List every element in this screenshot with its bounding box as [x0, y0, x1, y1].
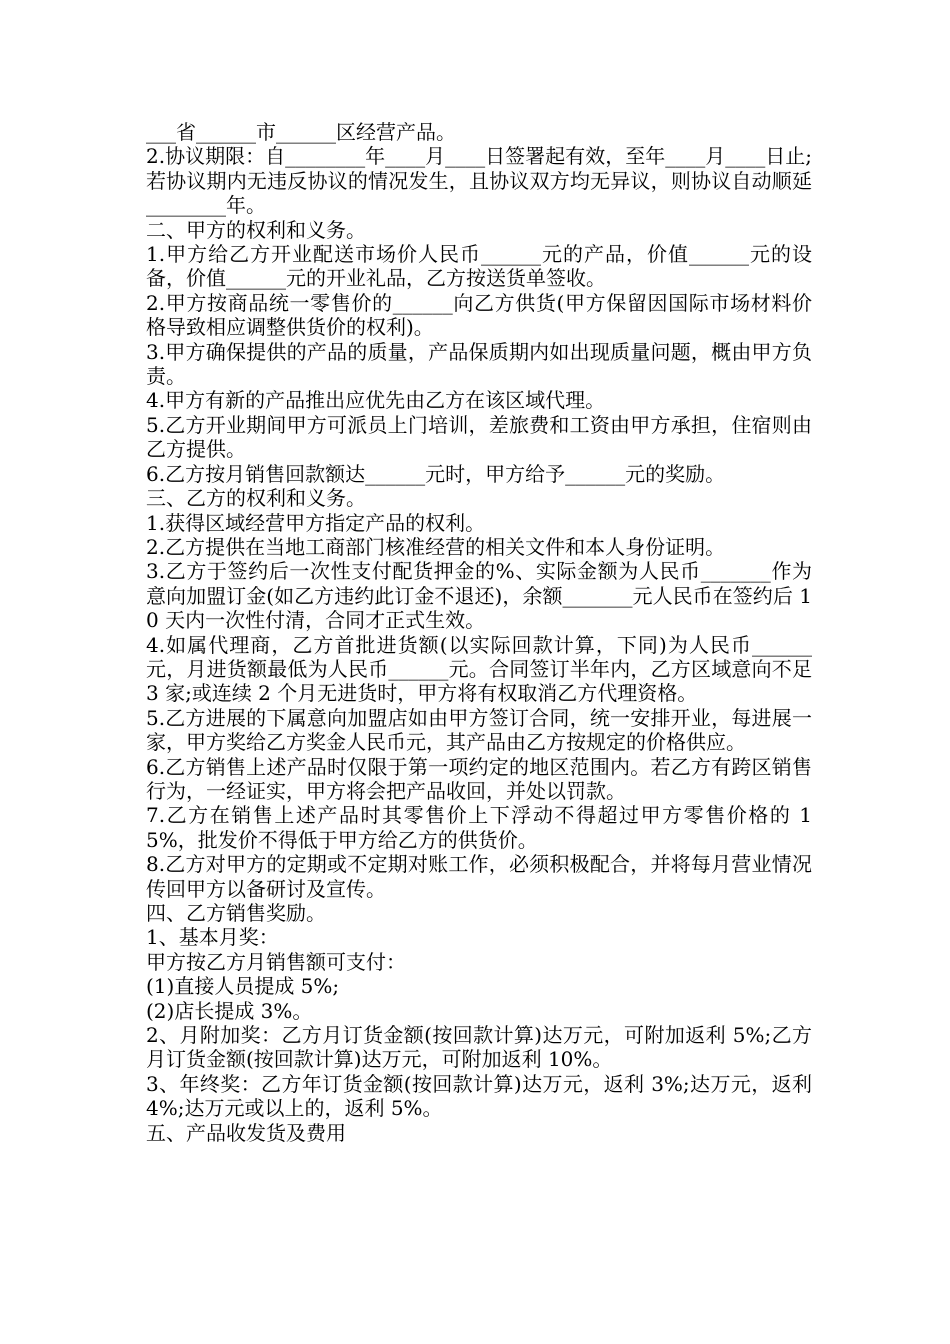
section-heading-sales-rewards: 四、乙方销售奖励。: [146, 901, 326, 925]
section-heading-shipping-fees: 五、产品收发货及费用: [146, 1120, 346, 1145]
paragraph-b-4: 4.如属代理商，乙方首批进货额(以实际回款计算，下同)为人民币______元，月进货额最低为人民币______元。合同签订半年内，乙方区域意向不足 3 家;或连续 2 个月无进货时，甲方将有权取消乙方代理资格。: [146, 632, 819, 706]
section-heading-party-a: 二、甲方的权利和义务。: [146, 217, 366, 242]
paragraph-a-3: 3.甲方确保提供的产品的质量，产品保质期内如出现质量问题，概由甲方负责。: [146, 339, 812, 389]
paragraph-b-8: 8.乙方对甲方的定期或不定期对账工作，必须积极配合，并将每月营业情况传回甲方以备研讨及宣传。: [146, 852, 812, 901]
paragraph-reward-payment-basis: 甲方按乙方月销售额可支付：: [146, 949, 406, 974]
paragraph-b-6: 6.乙方销售上述产品时仅限于第一项约定的地区范围内。若乙方有跨区销售行为，一经证实，甲方将会把产品收回，并处以罚款。: [146, 754, 812, 803]
paragraph-reward-store-manager: (2)店长提成 3%。: [146, 998, 313, 1023]
paragraph-reward-monthly-basic: 1、基本月奖：: [146, 925, 279, 950]
paragraph-b-3: 3.乙方于签约后一次性支付配货押金的%、实际金额为人民币_______作为意向加盟订金(如乙方违约此订金不退还)，余额_______元人民币在签约后 10 天内一次性付清，合同才正式生效。: [146, 559, 812, 633]
section-heading-party-b: 三、乙方的权利和义务。: [146, 486, 366, 511]
paragraph-region-scope: ___省______市______区经营产品。: [146, 120, 456, 144]
paragraph-a-2: 2.甲方按商品统一零售价的______向乙方供货(甲方保留因国际市场材料价格导致相应调整供货价的权利)。: [146, 290, 812, 340]
paragraph-a-1: 1.甲方给乙方开业配送市场价人民币______元的产品，价值______元的设备，价值______元的开业礼品，乙方按送货单签收。: [146, 242, 812, 291]
paragraph-b-2: 2.乙方提供在当地工商部门核准经营的相关文件和本人身份证明。: [146, 534, 726, 559]
paragraph-b-1: 1.获得区域经营甲方指定产品的权利。: [146, 510, 486, 535]
paragraph-reward-year-end: 3、年终奖：乙方年订货金额(按回款计算)达万元，返利 3%;达万元，返利 4%;达万元或以上的，返利 5%。: [146, 1071, 819, 1121]
paragraph-a-6: 6.乙方按月销售回款额达______元时，甲方给予______元的奖励。: [146, 461, 726, 486]
document-body: [146, 120, 819, 1145]
paragraph-agreement-term: 2.协议期限：自________年____月____日签署起有效，至年____月____日止;若协议期内无违反协议的情况发生，且协议双方均无异议，则协议自动顺延________年。: [146, 144, 812, 218]
paragraph-reward-monthly-extra: 2、月附加奖：乙方月订货金额(按回款计算)达万元，可附加返利 5%;乙方月订货金额(按回款计算)达万元，可附加返利 10%。: [146, 1023, 812, 1072]
paragraph-b-7: 7.乙方在销售上述产品时其零售价上下浮动不得超过甲方零售价格的 15%，批发价不得低于甲方给乙方的供货价。: [146, 803, 812, 852]
paragraph-a-5: 5.乙方开业期间甲方可派员上门培训，差旅费和工资由甲方承担，住宿则由乙方提供。: [146, 412, 812, 462]
paragraph-b-5: 5.乙方进展的下属意向加盟店如由甲方签订合同，统一安排开业，每进展一家，甲方奖给乙方奖金人民币元，其产品由乙方按规定的价格供应。: [146, 705, 812, 755]
paragraph-reward-direct-staff: (1)直接人员提成 5%;: [146, 974, 340, 999]
paragraph-a-4: 4.甲方有新的产品推出应优先由乙方在该区域代理。: [146, 388, 606, 413]
